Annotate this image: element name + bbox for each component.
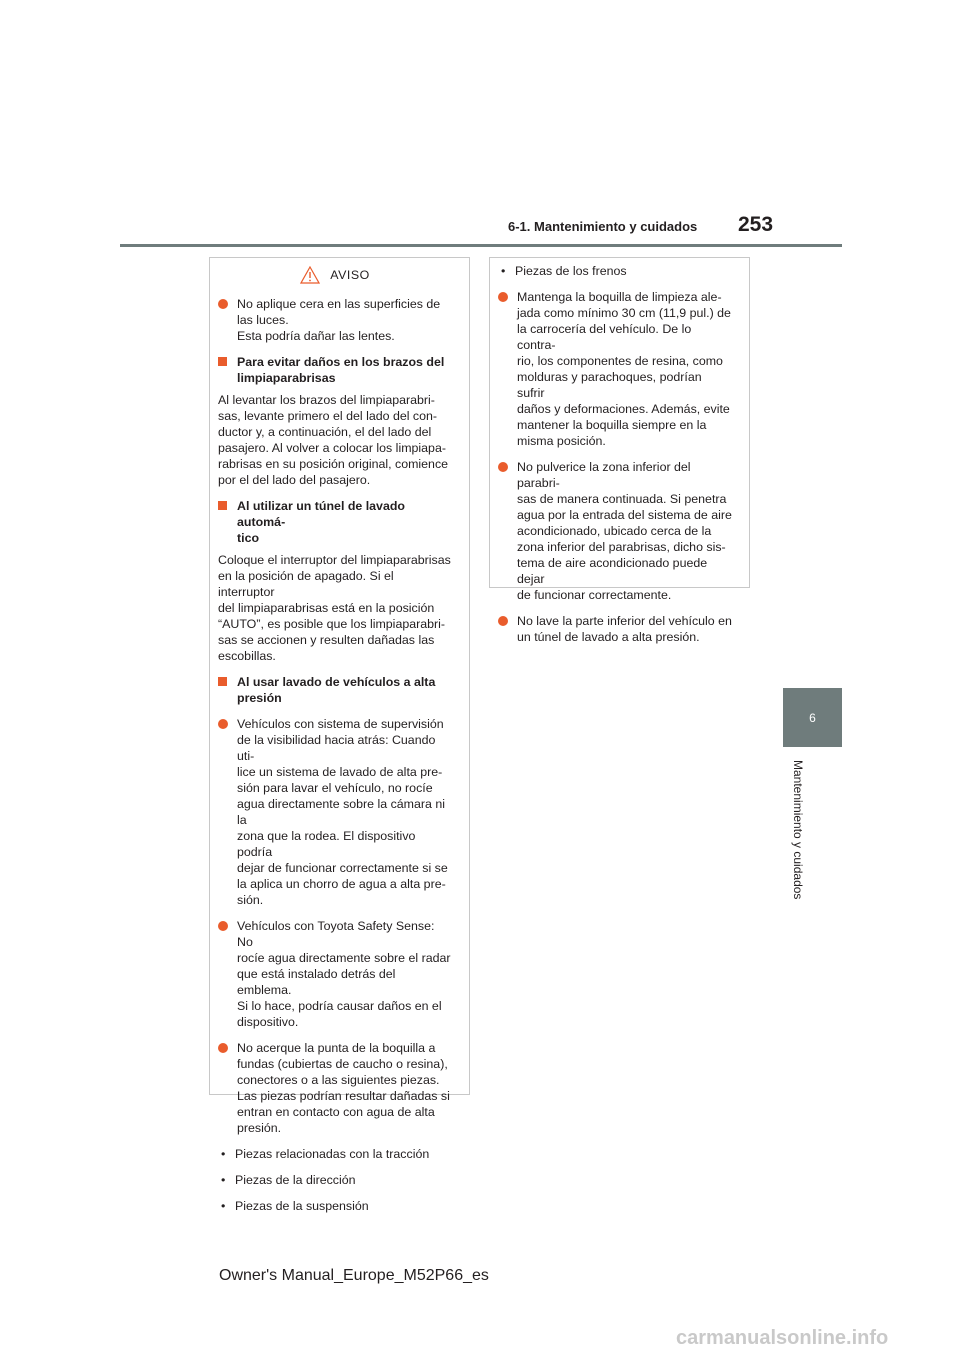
marker: [218, 1040, 230, 1136]
bullet-item: [218, 918, 452, 1030]
marker: [218, 674, 230, 706]
paragraph: Al levantar los brazos del limpiaparabri- sas, levante primero el del lado del con- ductor y, a continuación, el del lado del pasajero. Al volver a colocar los limpiapa- rabrisas en su posición original, comience por el del lado del pasajero.: [218, 393, 449, 487]
marker: [218, 296, 230, 344]
circle-bullet-icon: [218, 1043, 228, 1053]
sub-list-text: Piezas de la suspensión: [235, 1199, 369, 1213]
subheading-text: Para evitar daños en los brazos del limpiaparabrisas: [237, 355, 445, 385]
subheading: [218, 498, 452, 546]
bullet-text: Vehículos con Toyota Safety Sense: No rocíe agua directamente sobre el radar que está instalado detrás del emblema. Si lo hace, podría causar daños en el dispositivo.: [237, 919, 451, 1029]
marker: [498, 613, 510, 645]
subheading: [218, 354, 452, 386]
bullet-item: [498, 289, 732, 449]
header-rule: [120, 244, 842, 247]
marker: [498, 459, 510, 603]
watermark: carmanualsonline.info: [676, 1327, 889, 1349]
circle-bullet-icon: [498, 462, 508, 472]
square-marker-icon: [218, 677, 227, 686]
warning-items-left: [218, 296, 452, 1214]
square-marker-icon: [218, 501, 227, 510]
bullet-item: [498, 459, 732, 603]
bullet-icon: •: [221, 1147, 226, 1161]
circle-bullet-icon: [218, 719, 228, 729]
sub-list-item: [218, 1172, 452, 1188]
warning-box-right: [489, 257, 750, 644]
warning-items-right: [498, 263, 732, 645]
bullet-text: Mantenga la boquilla de limpieza ale- jada como mínimo 30 cm (11,9 pul.) de la carrocería del vehículo. De lo contra- rio, los componentes de resina, como molduras y parachoques, podrían sufrir daños y deformaciones. Además, evite mantener la boquilla siempre en la misma posición.: [517, 290, 731, 448]
marker: [218, 918, 230, 1030]
sub-list-item: [218, 1146, 452, 1162]
bullet-text: No aplique cera en las superficies de las luces. Esta podría dañar las lentes.: [237, 297, 441, 343]
section-title: 6-1. Mantenimiento y cuidados: [508, 219, 698, 234]
bullet-text: No lave la parte inferior del vehículo en un túnel de lavado a alta presión.: [517, 614, 732, 644]
circle-bullet-icon: [498, 616, 508, 626]
warning-header: [218, 262, 452, 288]
warning-label: AVISO: [330, 268, 370, 282]
warning-box-left: [209, 257, 470, 1213]
sub-list-text: Piezas de la dirección: [235, 1173, 356, 1187]
bullet-text: No acerque la punta de la boquilla a fundas (cubiertas de caucho o resina), conectores o a las siguientes piezas. Las piezas podrían resultar dañadas si entran en contacto con agua de alta presión.: [237, 1041, 450, 1135]
marker: [218, 354, 230, 386]
sub-list-item: [498, 263, 732, 279]
bullet-item: [218, 716, 452, 908]
chapter-number: 6: [809, 710, 816, 725]
bullet-icon: •: [501, 264, 506, 278]
paragraph: Coloque el interruptor del limpiaparabrisas en la posición de apagado. Si el interruptor del limpiaparabrisas está en la posición “AUTO”, es posible que los limpiaparabri- sas se accionen y resulten dañadas las escobillas.: [218, 553, 451, 663]
marker: [498, 289, 510, 449]
sub-list-text: Piezas relacionadas con la tracción: [235, 1147, 430, 1161]
marker: [218, 498, 230, 546]
bullet-icon: •: [221, 1199, 226, 1213]
chapter-tab[interactable]: [783, 688, 842, 747]
bullet-item: [218, 1040, 452, 1136]
bullet-text: No pulverice la zona inferior del parabri- sas de manera continuada. Si penetra agua por la entrada del sistema de aire acondicionado, ubicado cerca de la zona inferior del parabrisas, dicho sis- tema de aire acondicionado puede dejar de funcionar correctamente.: [517, 460, 732, 602]
circle-bullet-icon: [218, 299, 228, 309]
footer-doc-id: Owner's Manual_Europe_M52P66_es: [219, 1267, 489, 1284]
sub-list-item: [218, 1198, 452, 1214]
square-marker-icon: [218, 357, 227, 366]
subheading: [218, 674, 452, 706]
chapter-side-title: Mantenimiento y cuidados: [791, 760, 805, 900]
marker: [218, 716, 230, 908]
subheading-text: Al utilizar un túnel de lavado automá- tico: [237, 499, 405, 545]
circle-bullet-icon: [498, 292, 508, 302]
sub-list-text: Piezas de los frenos: [515, 264, 627, 278]
bullet-icon: •: [221, 1173, 226, 1187]
warning-triangle-icon: [300, 266, 320, 284]
bullet-item: [498, 613, 732, 645]
circle-bullet-icon: [218, 921, 228, 931]
page-number: 253: [738, 213, 774, 236]
bullet-text: Vehículos con sistema de supervisión de la visibilidad hacia atrás: Cuando uti- lice un sistema de lavado de alta pre- sión para lavar el vehículo, no rocíe agua directamente sobre la cámara ni la zona que la rodea. El dispositivo podría dejar de funcionar correctamente si se la aplica un chorro de agua a alta pre- sión.: [237, 717, 448, 907]
bullet-item: [218, 296, 452, 344]
subheading-text: Al usar lavado de vehículos a alta presión: [237, 675, 436, 705]
